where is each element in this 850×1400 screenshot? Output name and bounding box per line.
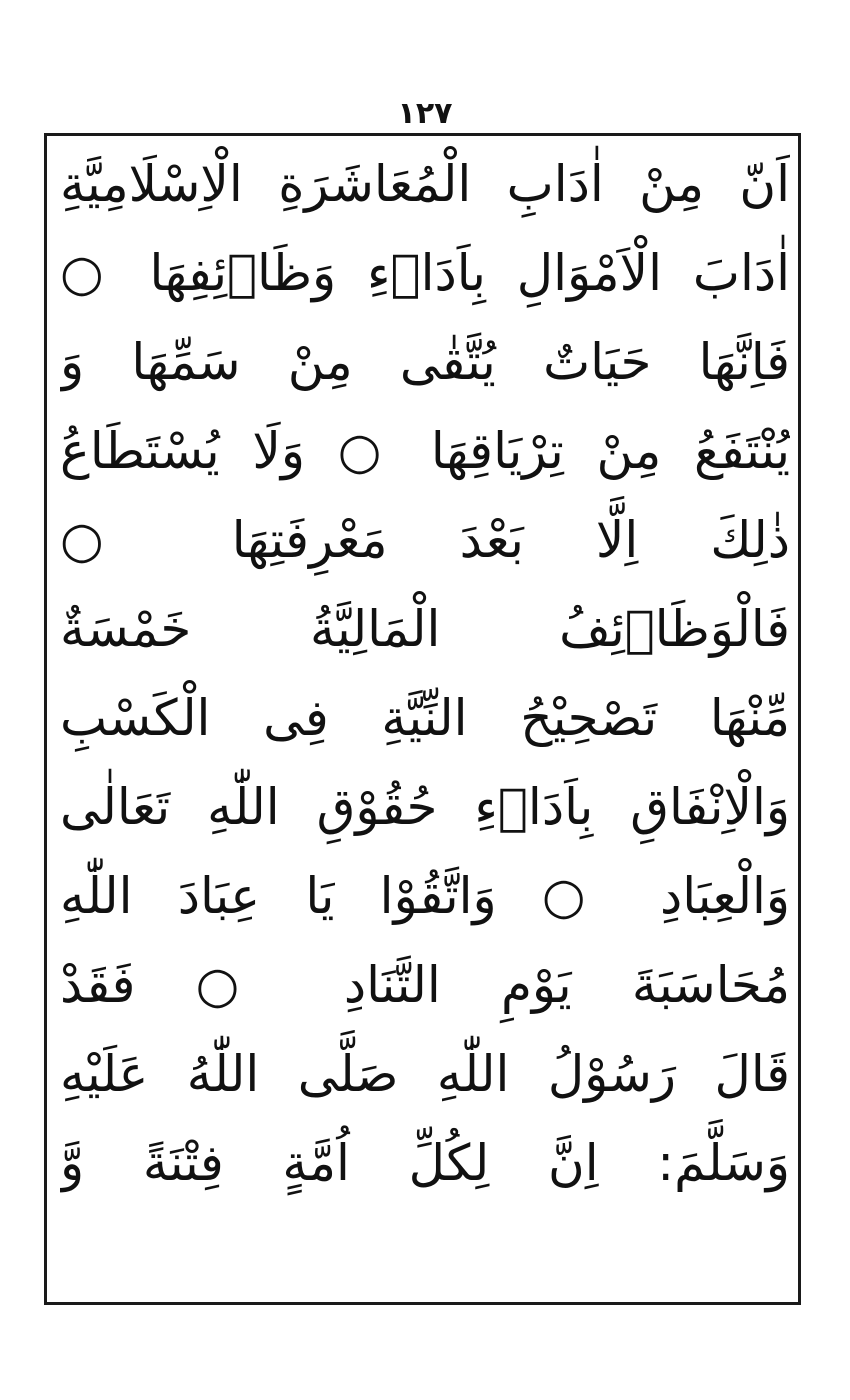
text-line: ذٰلِكَ اِلَّا بَعْدَ مَعْرِفَتِهَا ○ bbox=[60, 511, 790, 569]
text-line: فَاِنَّهَا حَيَاتٌ يُتَّقٰى مِنْ سَمِّهَا وَ bbox=[60, 333, 790, 391]
page-number: ١٢٧ bbox=[397, 96, 453, 131]
text-line: وَالْاِنْفَاقِ بِاَدَاۤءِ حُقُوْقِ اللّٰهِ تَعَالٰى bbox=[60, 778, 790, 836]
text-line: مِّنْهَا تَصْحِيْحُ النِّيَّةِ فِى الْكَسْبِ bbox=[60, 689, 790, 747]
text-line: اٰدَابَ الْاَمْوَالِ بِاَدَاۤءِ وَظَاۤئِفِهَا ○ bbox=[60, 244, 790, 302]
text-line: مُحَاسَبَةَ يَوْمِ التَّنَادِ ○ فَقَدْ bbox=[60, 956, 790, 1014]
arabic-text-body bbox=[60, 140, 790, 1208]
text-line: فَالْوَظَاۤئِفُ الْمَالِيَّةُ خَمْسَةٌ bbox=[60, 600, 790, 658]
text-line: وَالْعِبَادِ ○ وَاتَّقُوْا يَا عِبَادَ اللّٰهِ bbox=[60, 867, 790, 925]
text-line: اَنّ مِنْ اٰدَابِ الْمُعَاشَرَةِ الْاِسْلَامِيَّةِ bbox=[60, 155, 790, 213]
text-line: قَالَ رَسُوْلُ اللّٰهِ صَلَّى اللّٰهُ عَلَيْهِ bbox=[60, 1045, 790, 1103]
text-line: يُنْتَفَعُ مِنْ تِرْيَاقِهَا ○ وَلَا يُسْتَطَاعُ bbox=[60, 422, 790, 480]
text-line: وَسَلَّمَ: اِنَّ لِكُلِّ اُمَّةٍ فِتْنَةً وَّ bbox=[60, 1134, 790, 1192]
